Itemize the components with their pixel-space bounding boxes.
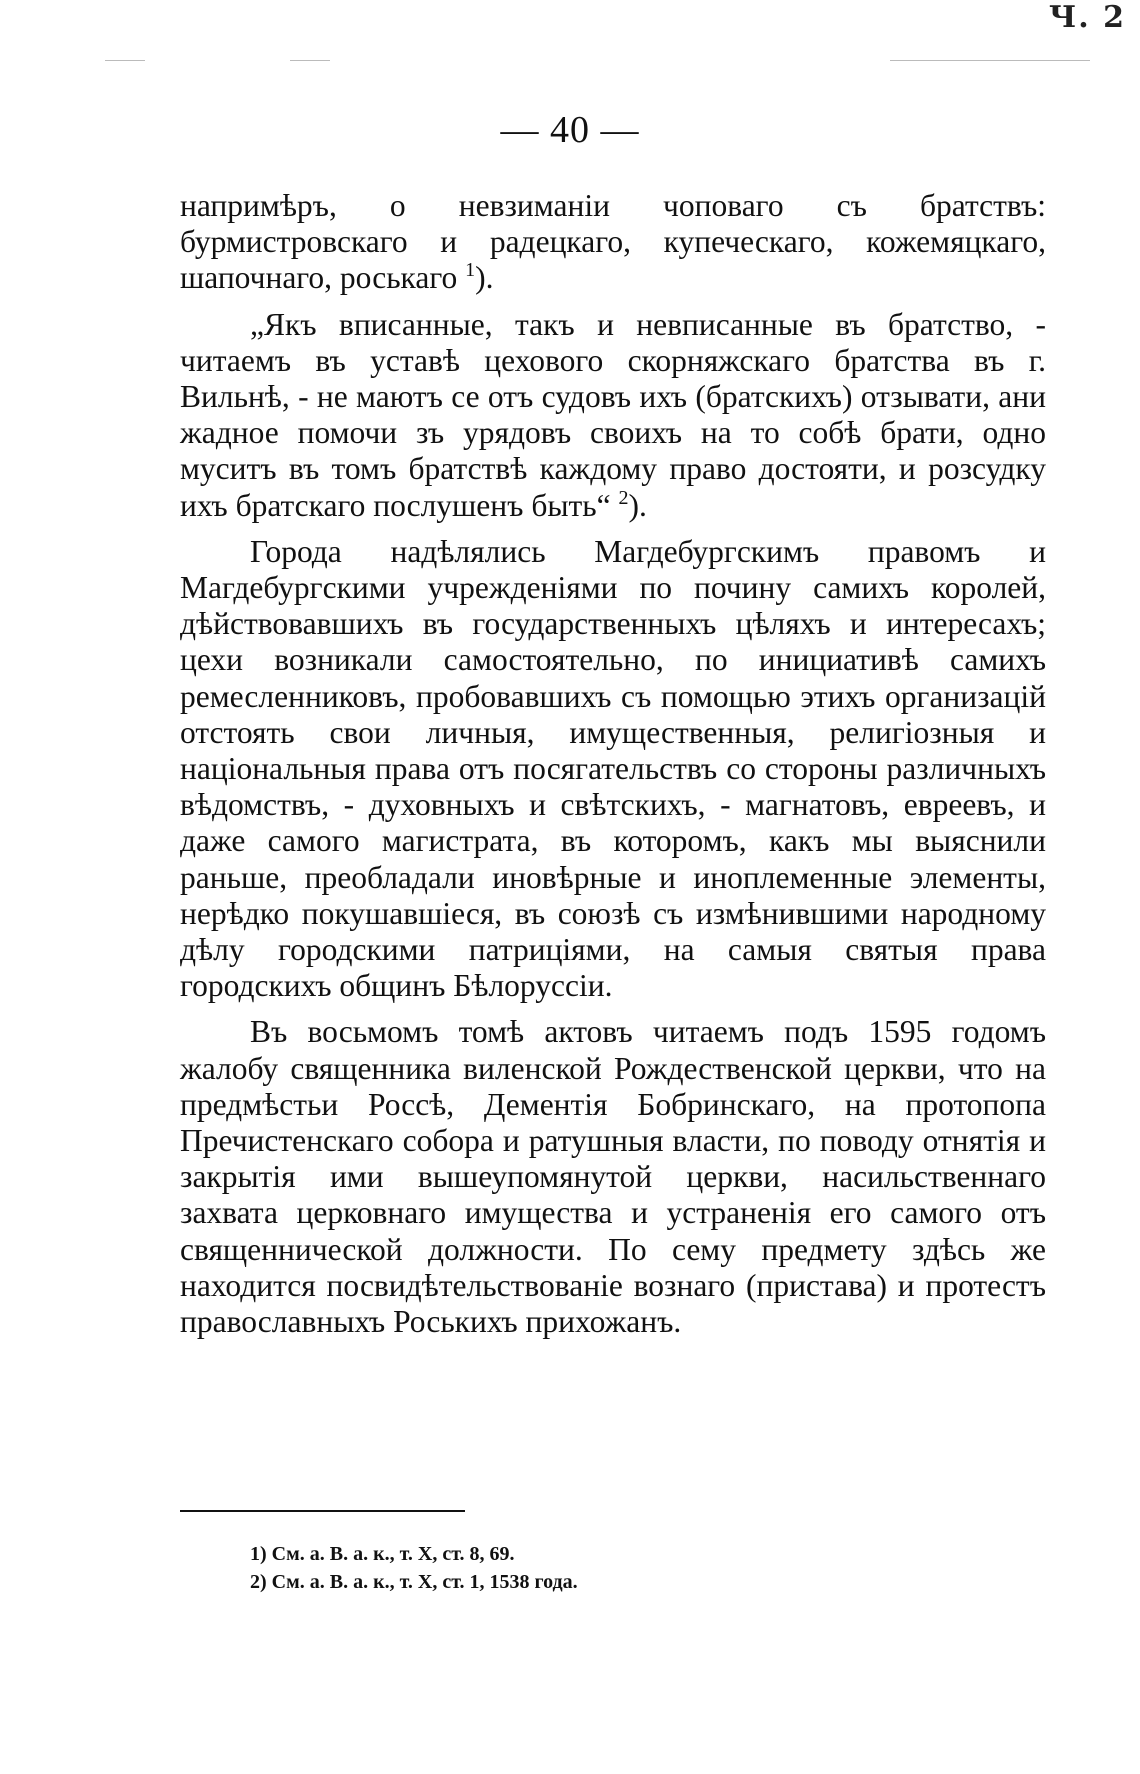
footnote-ref-2: 2 [618,486,629,509]
top-rule-left [105,60,145,61]
footnote-1: 1) См. а. В. а. к., т. X, ст. 8, 69. [250,1543,515,1565]
corner-mark: Ч. 2 [1048,0,1126,35]
paragraph-4 [180,1014,1046,1340]
page-number: — 40 — [500,109,640,151]
paragraph-1-text: напримѣръ, о невзиманіи чоповаго съ братствъ: бурмистровскаго и радецкаго, купеческаго, кожемяцкаго, шапочнаго, роськаго [180,188,1046,296]
paragraph-3-text: Города надѣлялись Магдебургскимъ правомъ и Магдебургскими учрежденіями по почину самихъ королей, дѣйствовавшихъ въ государственныхъ цѣляхъ и интересахъ; цехи возникали самостоятельно, по инициативѣ самихъ ремесленниковъ, пробовавшихъ съ помощью этихъ организацій отстоять свои личныя, имущественныя, религіозныя и національныя права отъ посягательствъ со стороны различныхъ вѣдомствъ, - духовныхъ и свѣтскихъ, - магнатовъ, евреевъ, и даже самого магистрата, въ которомъ, какъ мы выяснили раньше, преобладали иновѣрные и иноплеменные элементы, нерѣдко покушавшіеся, въ союзѣ съ измѣнившими народному дѣлу городскими патриціями, на самыя святыя права городскихъ общинъ Бѣлоруссіи. [180,533,1046,1004]
footnote-2: 2) См. а. В. а. к., т. X, ст. 1, 1538 года. [250,1571,578,1593]
footnotes [250,1540,950,1596]
paragraph-2-tail: . [639,487,647,523]
paragraph-2: „Якъ вписанные, такъ и невписанные въ братство, - читаемъ въ уставѣ цехового скорняжскаго братства въ г. Вильнѣ, - не маютъ се отъ судовъ ихъ (братскихъ) отзывати, ани жадное помочи зъ урядовъ своихъ на то собѣ брати, одно муситъ въ томъ братствѣ каждому право достояти, и розсудку ихъ братскаго послушенъ быть“ $^2$). [180,306,1046,523]
body-text [180,188,1046,1350]
top-rule-right [890,60,1090,61]
paragraph-4-text: Въ восьмомъ томѣ актовъ читаемъ подъ 1595 годомъ жалобу священника виленской Рождественской церкви, что на предмѣстьи Россѣ, Дементія Бобринскаго, на протопопа Пречистенскаго собора и ратушныя власти, по поводу отнятія и закрытія ими вышеупомянутой церкви, насильственнаго захвата церковнаго имущества и устраненія его самого отъ священнической должности. По сему предмету здѣсь же находится посвидѣтельствованіе вознаго (пристава) и протестъ православныхъ Роськихъ прихожанъ. [180,1014,1046,1340]
top-rule-mid [290,60,330,61]
footnote-ref-1: 1 [465,259,476,282]
paragraph-2-text: „Якъ вписанные, такъ и невписанные въ братство, - читаемъ въ уставѣ цехового скорняжскаго братства въ г. Вильнѣ, - не маютъ се отъ судовъ ихъ (братскихъ) отзывати, ани жадное помочи зъ урядовъ своихъ на то собѣ брати, одно муситъ въ томъ братствѣ каждому право достояти, и розсудку ихъ братскаго послушенъ быть“ [180,306,1046,523]
paragraph-1-tail: . [485,260,494,296]
paragraph-3 [180,534,1046,1005]
footnote-divider [180,1510,465,1512]
paragraph-1: напримѣръ, о невзиманіи чоповаго съ братствъ: бурмистровскаго и радецкаго, купеческаго, кожемяцкаго, шапочнаго, роськаго $^1$). [180,188,1046,296]
